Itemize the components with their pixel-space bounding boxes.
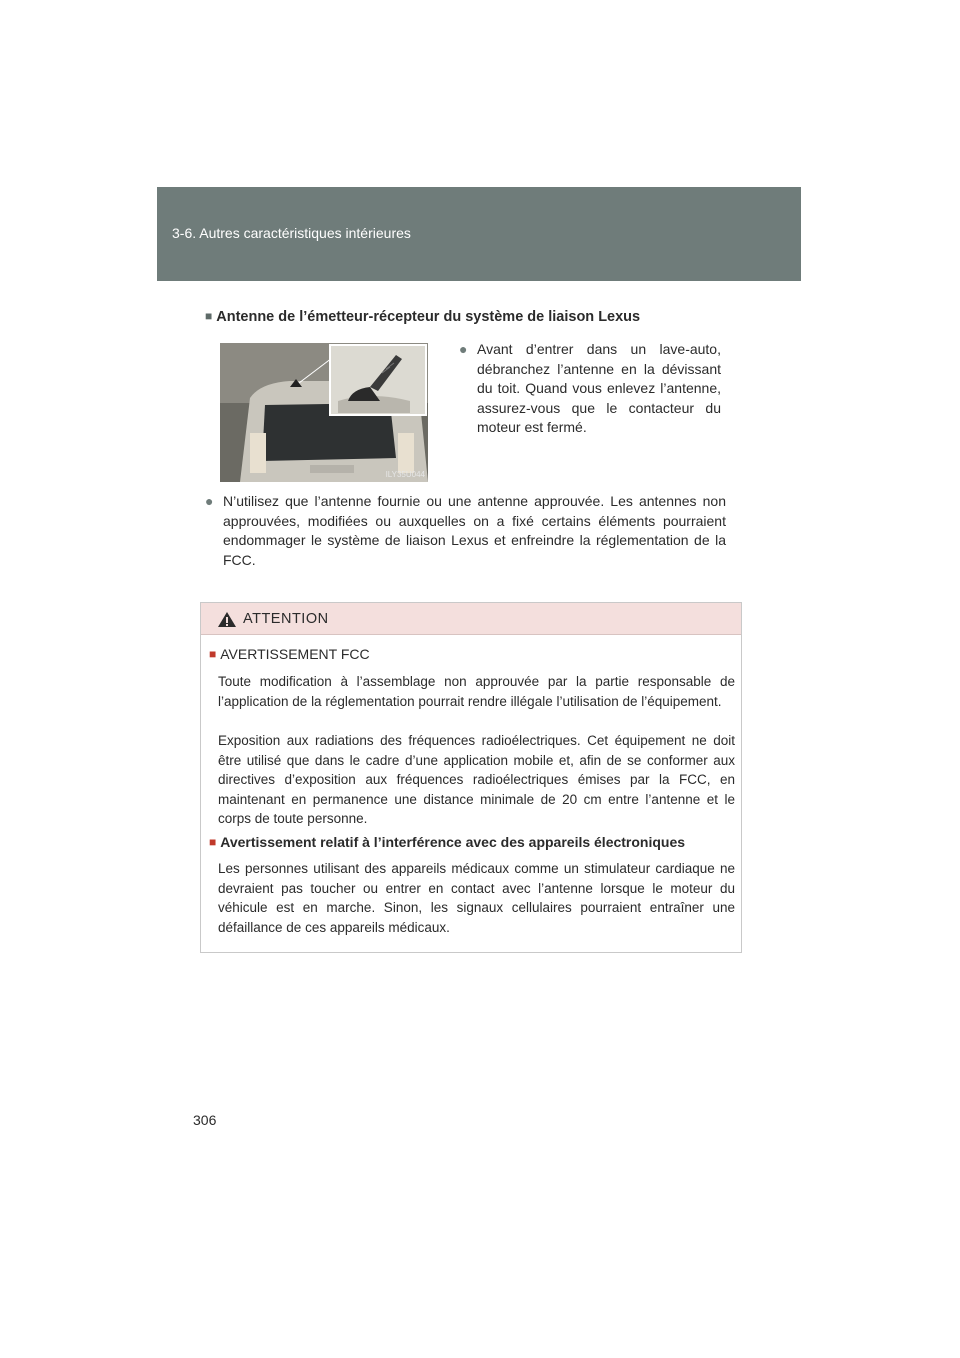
fcc-paragraph-1: Toute modification à l’assemblage non approuvée par la partie responsable de l’application de la réglementation pourrait rendre illégale l’utilisation de l’équipement.: [218, 674, 735, 709]
warning-title: ATTENTION: [243, 611, 329, 627]
fcc-paragraph-2: Exposition aux radiations des fréquences radioélectriques. Cet équipement ne doit être utilisé que dans le cadre d’une application mobile et, afin de se conformer aux directives d’exposition aux fréquences radioélectriques émises par la FCC, en maintenant en permanence une distance minimale de 20 cm entre l’antenne et le corps de toute personne.: [218, 733, 735, 826]
vehicle-rear-illustration: [220, 343, 428, 482]
section-heading-text: Antenne de l’émetteur-récepteur du système de liaison Lexus: [216, 309, 641, 325]
interference-heading: [209, 834, 685, 850]
chapter-title: 3-6. Autres caractéristiques intérieures: [172, 225, 411, 241]
bullet-approved-antenna: [205, 492, 726, 570]
bullet-approved-antenna-text: N’utilisez que l’antenne fournie ou une antenne approuvée. Les antennes non approuvées, modifiées ou auxquelles on a fixé certains éléments pourraient endommager le système de liaison Lexus et enfreindre la réglementation de la FCC.: [223, 493, 726, 568]
bullet-car-wash: [459, 340, 721, 438]
warning-box: [200, 602, 742, 953]
warning-triangle-icon: [217, 611, 237, 628]
bullet-dot-icon: ●: [459, 341, 468, 357]
square-bullet-icon: ■: [205, 309, 213, 323]
interference-heading-text: Avertissement relatif à l’interférence avec des appareils électroniques: [220, 834, 686, 850]
page-number: 306: [193, 1112, 217, 1128]
square-bullet-icon: ■: [209, 835, 217, 849]
antenna-photo: [220, 343, 428, 482]
section-heading: [205, 309, 640, 325]
fcc-heading: [209, 646, 370, 662]
chapter-header-band: [157, 187, 801, 281]
square-bullet-icon: ■: [209, 647, 217, 661]
bullet-car-wash-text: Avant d’entrer dans un lave-auto, débranchez l’antenne en la dévissant du toit. Quand vous enlevez l’antenne, assurez-vous que le contacteur du moteur est fermé.: [477, 341, 721, 435]
photo-code: ILY35U044: [385, 470, 425, 479]
bullet-dot-icon: ●: [205, 493, 214, 509]
warning-header: [201, 603, 741, 635]
fcc-heading-text: AVERTISSEMENT FCC: [220, 646, 370, 662]
interference-paragraph: Les personnes utilisant des appareils médicaux comme un stimulateur cardiaque ne devraient pas toucher ou entrer en contact avec l’antenne lorsque le moteur du véhicule est en marche. Sinon, les signaux cellulaires pourraient entraîner une défaillance de ces appareils médicaux.: [218, 861, 735, 935]
